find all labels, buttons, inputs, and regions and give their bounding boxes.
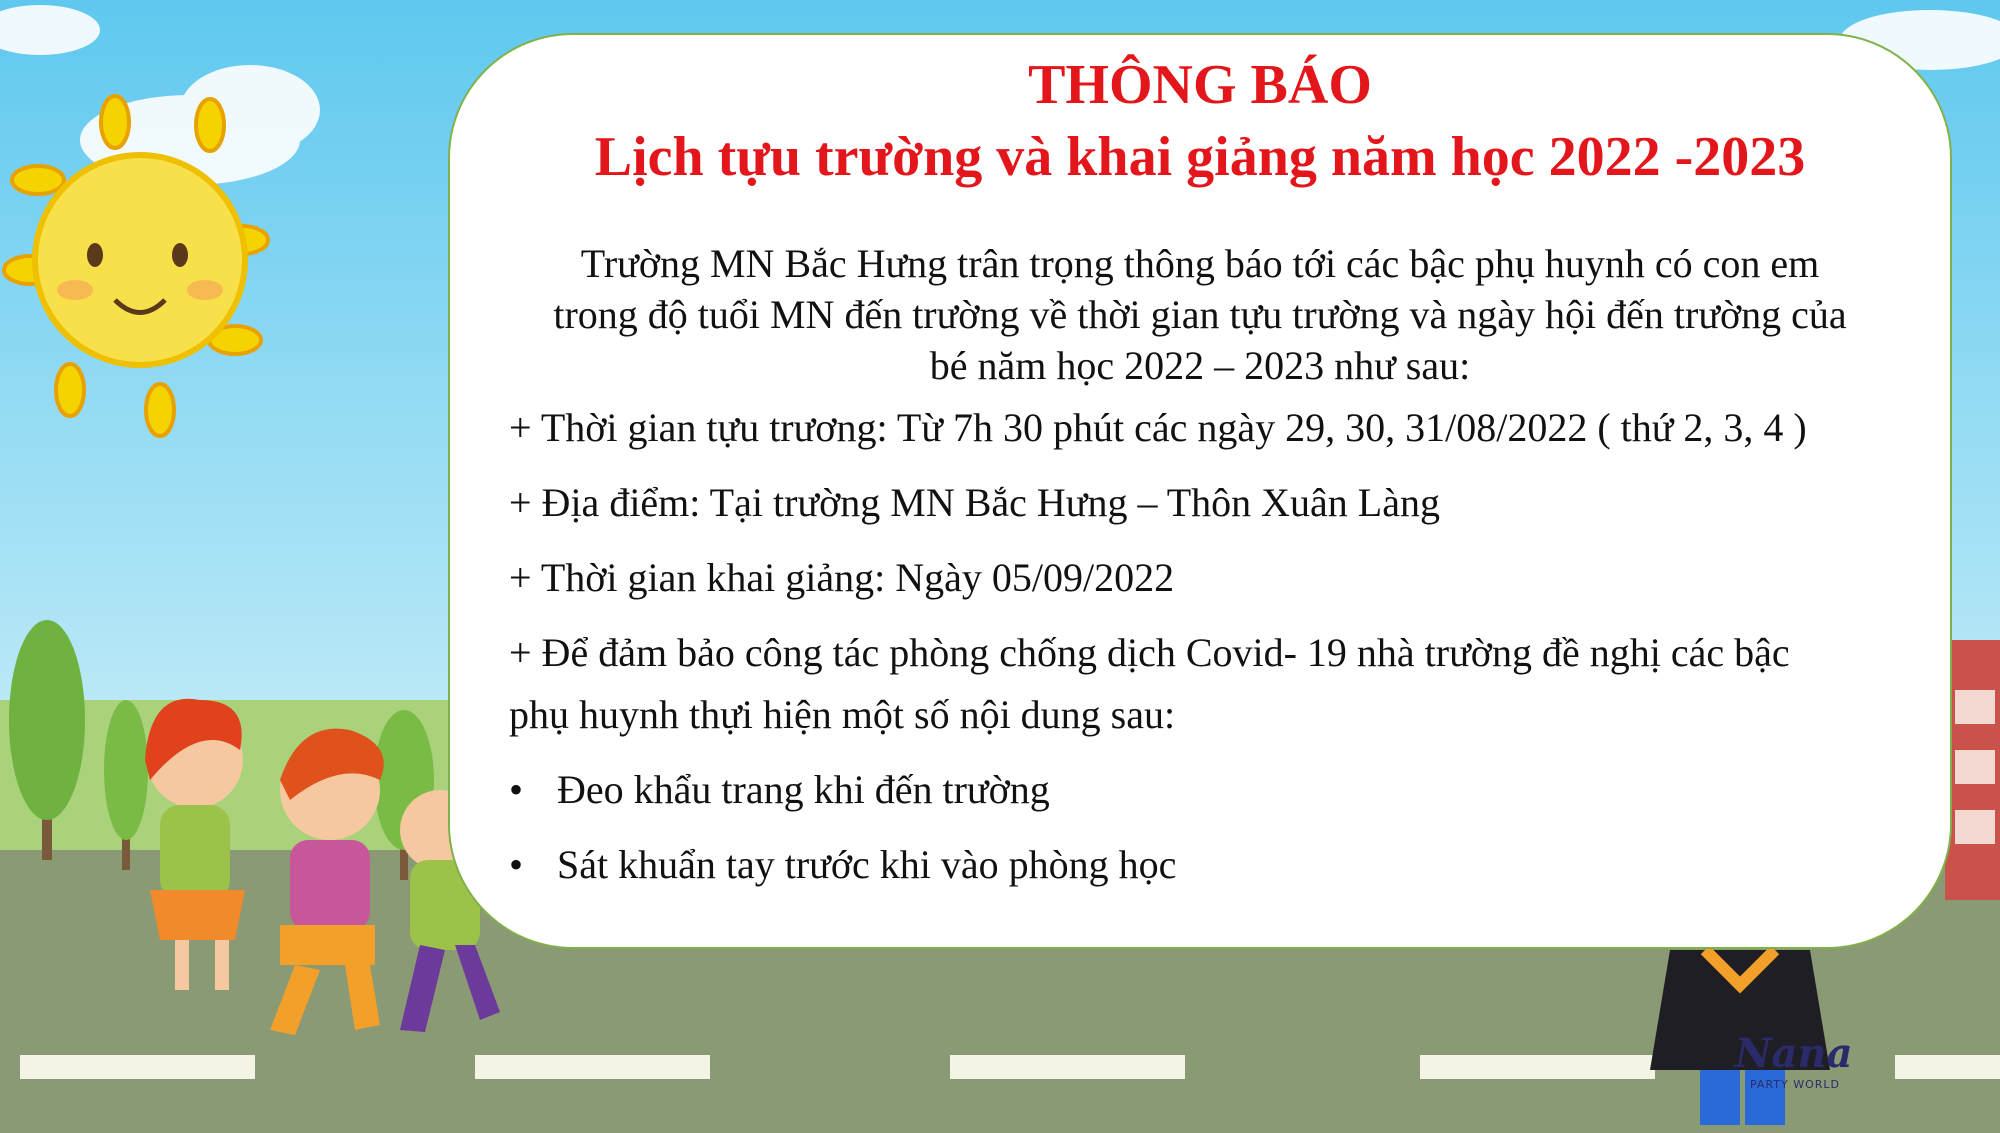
brand-logo: Nana	[1735, 1030, 1853, 1077]
bullet-item	[509, 842, 1177, 887]
intro-line: bé năm học 2022 – 2023 như sau:	[929, 343, 1471, 388]
intro-line: trong độ tuổi MN đến trường về thời gian tựu trường và ngày hội đến trường của	[553, 292, 1847, 337]
brand-logo-tagline: PARTY WORLD	[1750, 1078, 1841, 1091]
bullet-symbol: •	[509, 842, 524, 887]
item-covid-notice-continued: phụ huynh thựi hiện một số nội dung sau:	[509, 692, 1176, 737]
item-school-start-date: + Thời gian khai giảng: Ngày 05/09/2022	[509, 555, 1175, 600]
bullet-symbol: •	[509, 767, 524, 812]
intro-paragraph	[510, 238, 1890, 391]
announcement-title: THÔNG BÁO	[1028, 54, 1372, 116]
item-covid-notice: + Để đảm bảo công tác phòng chống dịch Covid- 19 nhà trường đề nghị các bậc	[509, 630, 1790, 675]
bullet-text: Sát khuẩn tay trước khi vào phòng học	[557, 842, 1177, 887]
item-location: + Địa điểm: Tại trường MN Bắc Hưng – Thôn Xuân Làng	[509, 480, 1440, 525]
bullet-text: Đeo khẩu trang khi đến trường	[557, 767, 1050, 812]
item-opening-time: + Thời gian tựu trương: Từ 7h 30 phút các ngày 29, 30, 31/08/2022 ( thứ 2, 3, 4 )	[509, 405, 1807, 450]
announcement-card	[448, 33, 1952, 949]
bullet-item	[509, 767, 1050, 812]
intro-line: Trường MN Bắc Hưng trân trọng thông báo tới các bậc phụ huynh có con em	[580, 241, 1820, 286]
announcement-subtitle: Lịch tựu trường và khai giảng năm học 2022 -2023	[594, 126, 1806, 188]
school-building-icon	[1945, 640, 2000, 900]
